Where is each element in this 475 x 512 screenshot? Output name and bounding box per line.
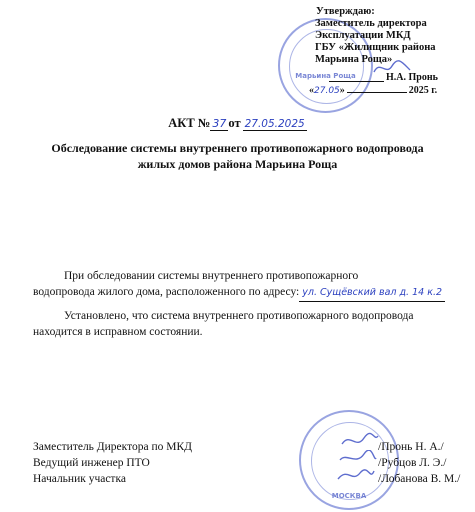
p1-line-2: водопровода жилого дома, расположенного по адресу: <box>33 286 300 298</box>
approval-line-5: Марьина Роща» <box>315 54 393 65</box>
handwritten-signature <box>338 450 378 468</box>
signature-role: Ведущий инженер ПТО <box>33 457 150 469</box>
approval-line-2: Заместитель директора <box>315 18 427 29</box>
inspection-paragraph <box>33 268 463 302</box>
act-date: 27.05.2025 <box>244 118 305 130</box>
p2-line-1: Установлено, что система внутреннего противопожарного водопровода <box>64 310 414 322</box>
approval-line-1: Утверждаю: <box>316 6 375 17</box>
handwritten-signature <box>336 467 376 485</box>
signature-underline <box>329 81 384 82</box>
act-subject <box>0 140 475 172</box>
approval-block <box>286 6 466 66</box>
stamp-text: Марьина Роща <box>295 72 356 80</box>
p1-line-1: При обследовании системы внутреннего противопожарного <box>64 270 359 282</box>
address-handwritten: ул. Сущёвский вал д. 14 к.2 <box>299 285 445 302</box>
approval-year: 2025 г. <box>408 85 438 96</box>
subject-line-1: Обследование системы внутреннего противопожарного водопровода <box>51 141 424 155</box>
date-underline <box>347 92 407 93</box>
signature-name: /Пронь Н. А./ <box>378 441 444 453</box>
signature-row <box>33 471 463 487</box>
p2-line-2: находится в исправном состоянии. <box>33 326 203 338</box>
signature-row <box>33 439 463 455</box>
date-handwritten: 27.05 <box>314 86 340 96</box>
approval-line-3: Эксплуатации МКД <box>315 30 411 41</box>
signature-name: /Лобанова В. М./ <box>378 473 461 485</box>
act-title <box>0 116 475 131</box>
approval-date <box>309 85 437 96</box>
signature-role: Начальник участка <box>33 473 126 485</box>
signatures-block <box>33 439 463 487</box>
p1-line-2-row <box>33 284 463 302</box>
stamp-text: МОСКВА <box>331 492 367 500</box>
signature-role: Заместитель Директора по МКД <box>33 441 192 453</box>
act-from: от <box>228 116 241 130</box>
subject-line-2: жилых домов района Марьина Роща <box>137 157 338 171</box>
handwritten-signature <box>340 432 380 452</box>
signature-name: /Рубцов Л. Э./ <box>378 457 447 469</box>
approval-line-4: ГБУ «Жилищник района <box>315 42 436 53</box>
date-close-quote: » <box>339 85 345 96</box>
date-open-quote: « <box>309 85 314 96</box>
act-prefix: АКТ № <box>168 116 211 130</box>
handwritten-signature <box>372 58 412 78</box>
signature-row <box>33 455 463 471</box>
conclusion-paragraph <box>33 308 463 340</box>
act-number: 37 <box>212 117 227 130</box>
approval-signer: Н.А. Пронь <box>386 72 438 83</box>
